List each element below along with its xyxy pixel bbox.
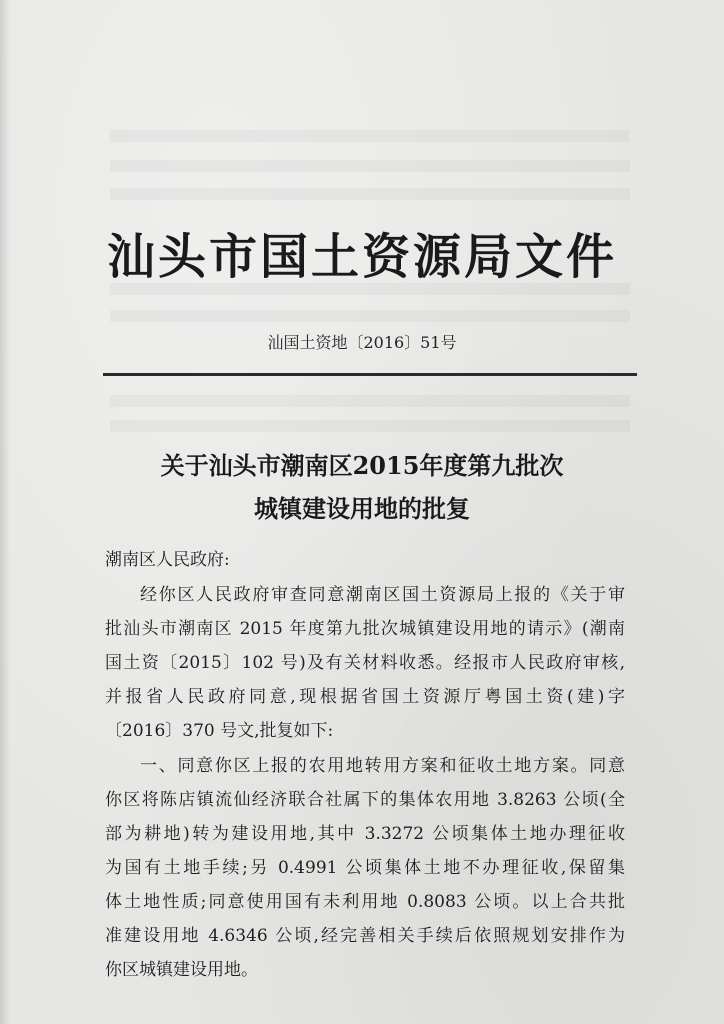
body-line: 批汕头市潮南区 2015 年度第九批次城镇建设用地的请示》(潮南 — [105, 619, 625, 639]
body-line: 〔2016〕370 号文,批复如下: — [105, 721, 334, 741]
issuer-header-title: 汕头市国土资源局文件 — [106, 229, 617, 285]
body-line: 经你区人民政府审查同意潮南区国土资源局上报的《关于审 — [140, 585, 625, 605]
body-line: 一、同意你区上报的农用地转用方案和征收土地方案。同意 — [140, 756, 625, 776]
body-line: 国土资〔2015〕102 号)及有关材料收悉。经报市人民政府审核, — [105, 653, 625, 673]
document-title-line-2: 城镇建设用地的批复 — [254, 494, 470, 523]
bleed-through-mark — [110, 130, 630, 142]
bleed-through-mark — [110, 160, 630, 172]
bleed-through-mark — [110, 395, 630, 407]
body-line: 部为耕地)转为建设用地,其中 3.3272 公顷集体土地办理征收 — [105, 824, 625, 844]
header-divider-line — [103, 373, 637, 376]
body-line: 你区将陈店镇流仙经济联合社属下的集体农用地 3.8263 公顷(全 — [105, 790, 625, 810]
bleed-through-mark — [110, 420, 630, 432]
body-line: 准建设用地 4.6346 公顷,经完善相关手续后依照规划安排作为 — [105, 926, 625, 946]
body-line: 你区城镇建设用地。 — [105, 960, 258, 980]
document-title-line-1: 关于汕头市潮南区2015年度第九批次 — [160, 451, 564, 480]
bleed-through-mark — [110, 188, 630, 200]
bleed-through-mark — [110, 310, 630, 322]
body-line: 为国有土地手续;另 0.4991 公顷集体土地不办理征收,保留集 — [105, 858, 625, 878]
document-number: 汕国土资地〔2016〕51号 — [267, 333, 457, 352]
body-line: 并报省人民政府同意,现根据省国土资源厅粤国土资(建)字 — [105, 687, 625, 707]
body-line: 体土地性质;同意使用国有未利用地 0.8083 公顷。以上合共批 — [105, 892, 625, 912]
recipient: 潮南区人民政府: — [105, 550, 230, 570]
